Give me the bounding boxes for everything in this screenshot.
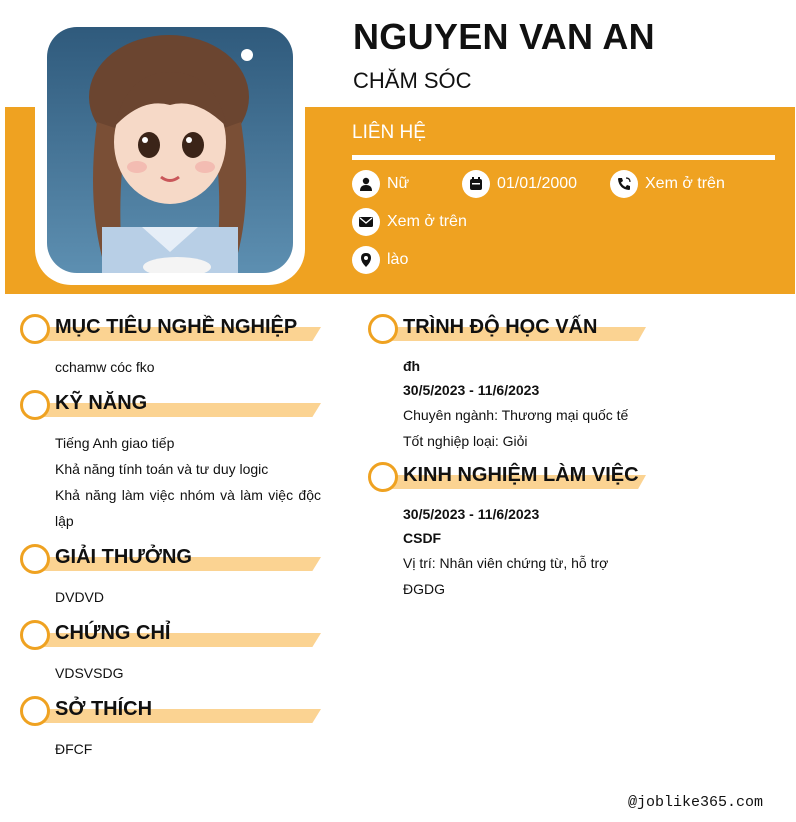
section-marker: [20, 314, 50, 344]
experience-description: ĐGDG: [403, 581, 445, 597]
awards-text: DVDVD: [55, 589, 105, 605]
section-certificates: [20, 620, 321, 686]
certificates-text: VDSVSDG: [55, 665, 124, 681]
experience-company: CSDF: [403, 530, 442, 546]
user-icon: [352, 170, 380, 198]
section-awards: [20, 544, 321, 610]
contact-gender: Nữ: [352, 170, 409, 198]
job-title: CHĂM SÓC: [353, 68, 472, 93]
contact-heading: LIÊN HỆ: [352, 122, 426, 143]
contact-address: lào: [352, 246, 408, 274]
section-marker: [20, 544, 50, 574]
section-title: KINH NGHIỆM LÀM VIỆC: [403, 464, 639, 486]
skill-item: Khả năng tính toán và tư duy logic: [55, 461, 269, 477]
contact-phone: Xem ở trên: [610, 170, 725, 198]
section-marker: [20, 390, 50, 420]
watermark: @joblike365.com: [628, 794, 764, 811]
experience-position: Vị trí: Nhân viên chứng từ, hỗ trợ: [403, 555, 609, 571]
section-title: GIẢI THƯỞNG: [55, 546, 192, 568]
education-period: 30/5/2023 - 11/6/2023: [403, 382, 540, 398]
section-marker: [368, 314, 398, 344]
avatar-frame: [35, 15, 305, 285]
contact-birthday: 01/01/2000: [462, 170, 577, 198]
skill-item: Khả năng làm việc nhóm và làm việc độc lập: [55, 487, 321, 529]
section-skills: [20, 390, 321, 534]
education-grade: Tốt nghiệp loại: Giỏi: [403, 433, 528, 449]
section-hobbies: [20, 696, 321, 762]
section-marker: [368, 462, 398, 492]
education-major: Chuyên ngành: Thương mại quốc tế: [403, 407, 629, 423]
candidate-name: NGUYEN VAN AN: [353, 16, 655, 57]
skill-item: Tiếng Anh giao tiếp: [55, 435, 175, 451]
section-title: TRÌNH ĐỘ HỌC VẤN: [403, 316, 598, 338]
avatar: [47, 27, 293, 273]
section-title: KỸ NĂNG: [55, 392, 148, 414]
contact-email: Xem ở trên: [352, 208, 467, 236]
section-marker: [20, 696, 50, 726]
experience-period: 30/5/2023 - 11/6/2023: [403, 506, 540, 522]
section-education: [368, 314, 648, 454]
section-title: SỞ THÍCH: [55, 698, 153, 720]
contact-divider: [352, 155, 775, 160]
email-icon: [352, 208, 380, 236]
section-experience: [368, 462, 648, 602]
hobbies-text: ĐFCF: [55, 741, 93, 757]
location-icon: [352, 246, 380, 274]
section-title: MỤC TIÊU NGHỀ NGHIỆP: [55, 316, 298, 338]
section-objective: [20, 314, 321, 380]
objective-text: cchamw cóc fko: [55, 359, 155, 375]
education-school: đh: [403, 358, 421, 374]
phone-icon: [610, 170, 638, 198]
calendar-icon: [462, 170, 490, 198]
section-title: CHỨNG CHỈ: [55, 622, 171, 644]
section-marker: [20, 620, 50, 650]
